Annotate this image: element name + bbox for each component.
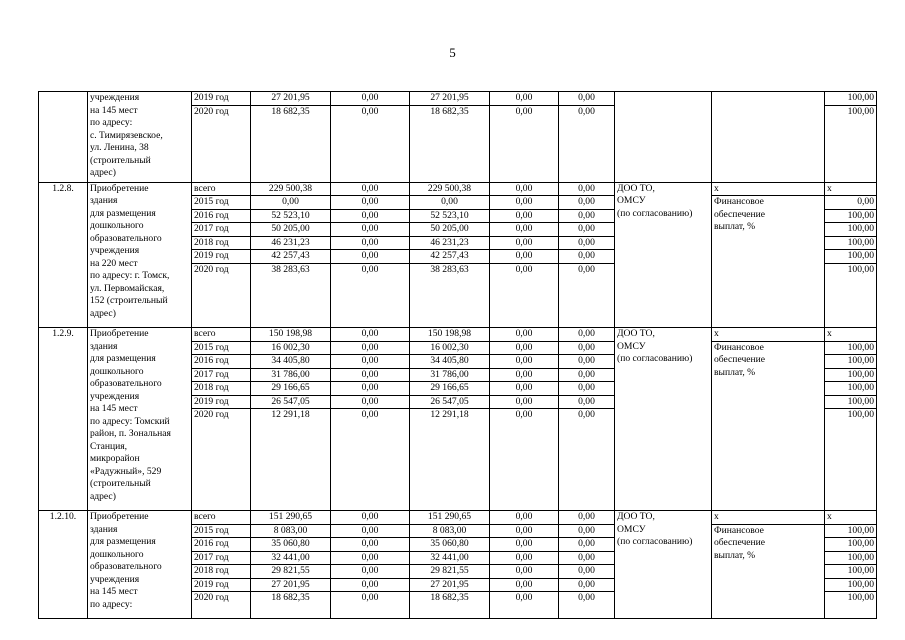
indicator-value: 0,00 xyxy=(825,196,877,210)
indicator: Финансовое обеспечение выплат, % xyxy=(712,341,825,511)
year-label: 2020 год xyxy=(192,409,251,511)
other-amount: 0,00 xyxy=(559,538,615,552)
federal-amount: 0,00 xyxy=(331,538,410,552)
year-label: 2017 год xyxy=(192,223,251,237)
indicator-value: 100,00 xyxy=(825,341,877,355)
other-amount: 0,00 xyxy=(559,92,615,106)
year-label: 2017 год xyxy=(192,551,251,565)
regional-amount: 151 290,65 xyxy=(410,511,490,525)
regional-amount: 50 205,00 xyxy=(410,223,490,237)
other-amount: 0,00 xyxy=(559,250,615,264)
local-amount: 0,00 xyxy=(490,182,559,196)
local-amount: 0,00 xyxy=(490,368,559,382)
regional-amount: 16 002,30 xyxy=(410,341,490,355)
other-amount: 0,00 xyxy=(559,223,615,237)
total-amount: 18 682,35 xyxy=(251,592,331,619)
other-amount: 0,00 xyxy=(559,409,615,511)
regional-amount: 32 441,00 xyxy=(410,551,490,565)
indicator-value: 100,00 xyxy=(825,382,877,396)
table-row xyxy=(39,182,877,196)
table-row xyxy=(39,511,877,525)
item-number: 1.2.9. xyxy=(39,328,88,511)
total-amount: 42 257,43 xyxy=(251,250,331,264)
indicator-value: 100,00 xyxy=(825,538,877,552)
federal-amount: 0,00 xyxy=(331,92,410,106)
year-label: 2019 год xyxy=(192,578,251,592)
total-amount: 46 231,23 xyxy=(251,236,331,250)
total-amount: 38 283,63 xyxy=(251,263,331,328)
year-label: 2015 год xyxy=(192,341,251,355)
local-amount: 0,00 xyxy=(490,565,559,579)
year-label: 2017 год xyxy=(192,368,251,382)
total-amount: 27 201,95 xyxy=(251,578,331,592)
other-amount: 0,00 xyxy=(559,182,615,196)
item-name: Приобретение здания для размещения дошкольного образовательного учреждения на 145 мест по адресу: Томский район, п. Зональная Станция, микрорайон «Радужный», 529 (строительный адрес) xyxy=(88,328,192,511)
year-label: 2016 год xyxy=(192,355,251,369)
regional-amount: 35 060,80 xyxy=(410,538,490,552)
federal-amount: 0,00 xyxy=(331,565,410,579)
item-number: 1.2.10. xyxy=(39,511,88,619)
local-amount: 0,00 xyxy=(490,250,559,264)
federal-amount: 0,00 xyxy=(331,409,410,511)
regional-amount: 42 257,43 xyxy=(410,250,490,264)
federal-amount: 0,00 xyxy=(331,263,410,328)
regional-amount: 34 405,80 xyxy=(410,355,490,369)
indicator-value: 100,00 xyxy=(825,209,877,223)
executor: ДОО ТО, ОМСУ (по согласованию) xyxy=(615,511,712,619)
item-name: Приобретение здания для размещения дошкольного образовательного учреждения на 220 мест по адресу: г. Томск, ул. Первомайская, 152 (строительный адрес) xyxy=(88,182,192,328)
federal-amount: 0,00 xyxy=(331,395,410,409)
regional-amount: 18 682,35 xyxy=(410,592,490,619)
year-label: всего xyxy=(192,182,251,196)
federal-amount: 0,00 xyxy=(331,209,410,223)
indicator-value: 100,00 xyxy=(825,395,877,409)
regional-amount: 29 821,55 xyxy=(410,565,490,579)
indicator-value: x xyxy=(825,511,877,525)
executor xyxy=(615,92,712,183)
federal-amount: 0,00 xyxy=(331,578,410,592)
local-amount: 0,00 xyxy=(490,578,559,592)
federal-amount: 0,00 xyxy=(331,355,410,369)
other-amount: 0,00 xyxy=(559,355,615,369)
federal-amount: 0,00 xyxy=(331,328,410,342)
executor: ДОО ТО, ОМСУ (по согласованию) xyxy=(615,328,712,511)
local-amount: 0,00 xyxy=(490,341,559,355)
regional-amount: 31 786,00 xyxy=(410,368,490,382)
year-label: 2020 год xyxy=(192,105,251,182)
item-number xyxy=(39,92,88,183)
indicator-x: x xyxy=(712,511,825,525)
federal-amount: 0,00 xyxy=(331,382,410,396)
federal-amount: 0,00 xyxy=(331,341,410,355)
year-label: 2020 год xyxy=(192,263,251,328)
indicator-value: 100,00 xyxy=(825,551,877,565)
item-number: 1.2.8. xyxy=(39,182,88,328)
year-label: 2019 год xyxy=(192,92,251,106)
federal-amount: 0,00 xyxy=(331,236,410,250)
total-amount: 0,00 xyxy=(251,196,331,210)
total-amount: 18 682,35 xyxy=(251,105,331,182)
regional-amount: 27 201,95 xyxy=(410,92,490,106)
regional-amount: 38 283,63 xyxy=(410,263,490,328)
indicator-value: 100,00 xyxy=(825,355,877,369)
regional-amount: 8 083,00 xyxy=(410,524,490,538)
year-label: 2018 год xyxy=(192,382,251,396)
total-amount: 8 083,00 xyxy=(251,524,331,538)
program-table xyxy=(38,91,877,619)
local-amount: 0,00 xyxy=(490,355,559,369)
total-amount: 35 060,80 xyxy=(251,538,331,552)
other-amount: 0,00 xyxy=(559,196,615,210)
indicator-value: 100,00 xyxy=(825,592,877,619)
indicator-value: x xyxy=(825,328,877,342)
indicator-value: 100,00 xyxy=(825,409,877,511)
table-row xyxy=(39,92,877,106)
year-label: всего xyxy=(192,511,251,525)
federal-amount: 0,00 xyxy=(331,368,410,382)
total-amount: 27 201,95 xyxy=(251,92,331,106)
indicator: Финансовое обеспечение выплат, % xyxy=(712,524,825,619)
other-amount: 0,00 xyxy=(559,511,615,525)
item-name: Приобретение здания для размещения дошкольного образовательного учреждения на 145 мест по адресу: xyxy=(88,511,192,619)
indicator-x: x xyxy=(712,182,825,196)
local-amount: 0,00 xyxy=(490,409,559,511)
federal-amount: 0,00 xyxy=(331,196,410,210)
local-amount: 0,00 xyxy=(490,551,559,565)
indicator-value: 100,00 xyxy=(825,578,877,592)
regional-amount: 12 291,18 xyxy=(410,409,490,511)
other-amount: 0,00 xyxy=(559,524,615,538)
federal-amount: 0,00 xyxy=(331,524,410,538)
indicator-value: 100,00 xyxy=(825,92,877,106)
total-amount: 29 166,65 xyxy=(251,382,331,396)
year-label: 2016 год xyxy=(192,538,251,552)
local-amount: 0,00 xyxy=(490,382,559,396)
local-amount: 0,00 xyxy=(490,196,559,210)
local-amount: 0,00 xyxy=(490,328,559,342)
year-label: 2020 год xyxy=(192,592,251,619)
year-label: 2018 год xyxy=(192,236,251,250)
federal-amount: 0,00 xyxy=(331,511,410,525)
local-amount: 0,00 xyxy=(490,105,559,182)
indicator-value: 100,00 xyxy=(825,223,877,237)
total-amount: 50 205,00 xyxy=(251,223,331,237)
other-amount: 0,00 xyxy=(559,236,615,250)
regional-amount: 52 523,10 xyxy=(410,209,490,223)
year-label: 2019 год xyxy=(192,395,251,409)
other-amount: 0,00 xyxy=(559,328,615,342)
indicator-value: 100,00 xyxy=(825,263,877,328)
page-number: 5 xyxy=(449,45,456,60)
federal-amount: 0,00 xyxy=(331,105,410,182)
other-amount: 0,00 xyxy=(559,105,615,182)
table-row xyxy=(39,328,877,342)
total-amount: 229 500,38 xyxy=(251,182,331,196)
other-amount: 0,00 xyxy=(559,263,615,328)
federal-amount: 0,00 xyxy=(331,592,410,619)
regional-amount: 46 231,23 xyxy=(410,236,490,250)
indicator-value: 100,00 xyxy=(825,250,877,264)
other-amount: 0,00 xyxy=(559,592,615,619)
federal-amount: 0,00 xyxy=(331,223,410,237)
item-name: учреждения на 145 мест по адресу: с. Тимирязевское, ул. Ленина, 38 (строительный адрес) xyxy=(88,92,192,183)
total-amount: 34 405,80 xyxy=(251,355,331,369)
other-amount: 0,00 xyxy=(559,209,615,223)
year-label: всего xyxy=(192,328,251,342)
local-amount: 0,00 xyxy=(490,592,559,619)
indicator-x: x xyxy=(712,328,825,342)
other-amount: 0,00 xyxy=(559,395,615,409)
regional-amount: 27 201,95 xyxy=(410,578,490,592)
local-amount: 0,00 xyxy=(490,209,559,223)
regional-amount: 18 682,35 xyxy=(410,105,490,182)
total-amount: 31 786,00 xyxy=(251,368,331,382)
indicator-value: 100,00 xyxy=(825,105,877,182)
local-amount: 0,00 xyxy=(490,538,559,552)
total-amount: 151 290,65 xyxy=(251,511,331,525)
indicator-value: 100,00 xyxy=(825,565,877,579)
indicator-value: 100,00 xyxy=(825,368,877,382)
indicator xyxy=(712,92,825,183)
total-amount: 52 523,10 xyxy=(251,209,331,223)
local-amount: 0,00 xyxy=(490,524,559,538)
year-label: 2015 год xyxy=(192,524,251,538)
federal-amount: 0,00 xyxy=(331,182,410,196)
indicator-value: x xyxy=(825,182,877,196)
other-amount: 0,00 xyxy=(559,551,615,565)
year-label: 2019 год xyxy=(192,250,251,264)
regional-amount: 0,00 xyxy=(410,196,490,210)
indicator-value: 100,00 xyxy=(825,524,877,538)
regional-amount: 150 198,98 xyxy=(410,328,490,342)
total-amount: 29 821,55 xyxy=(251,565,331,579)
federal-amount: 0,00 xyxy=(331,250,410,264)
local-amount: 0,00 xyxy=(490,395,559,409)
local-amount: 0,00 xyxy=(490,236,559,250)
indicator: Финансовое обеспечение выплат, % xyxy=(712,196,825,328)
local-amount: 0,00 xyxy=(490,223,559,237)
local-amount: 0,00 xyxy=(490,263,559,328)
local-amount: 0,00 xyxy=(490,511,559,525)
total-amount: 16 002,30 xyxy=(251,341,331,355)
regional-amount: 26 547,05 xyxy=(410,395,490,409)
year-label: 2018 год xyxy=(192,565,251,579)
table-body xyxy=(39,92,877,619)
year-label: 2016 год xyxy=(192,209,251,223)
local-amount: 0,00 xyxy=(490,92,559,106)
total-amount: 12 291,18 xyxy=(251,409,331,511)
indicator-value: 100,00 xyxy=(825,236,877,250)
regional-amount: 29 166,65 xyxy=(410,382,490,396)
federal-amount: 0,00 xyxy=(331,551,410,565)
regional-amount: 229 500,38 xyxy=(410,182,490,196)
executor: ДОО ТО, ОМСУ (по согласованию) xyxy=(615,182,712,328)
other-amount: 0,00 xyxy=(559,368,615,382)
other-amount: 0,00 xyxy=(559,578,615,592)
total-amount: 150 198,98 xyxy=(251,328,331,342)
other-amount: 0,00 xyxy=(559,341,615,355)
year-label: 2015 год xyxy=(192,196,251,210)
total-amount: 26 547,05 xyxy=(251,395,331,409)
total-amount: 32 441,00 xyxy=(251,551,331,565)
other-amount: 0,00 xyxy=(559,565,615,579)
other-amount: 0,00 xyxy=(559,382,615,396)
